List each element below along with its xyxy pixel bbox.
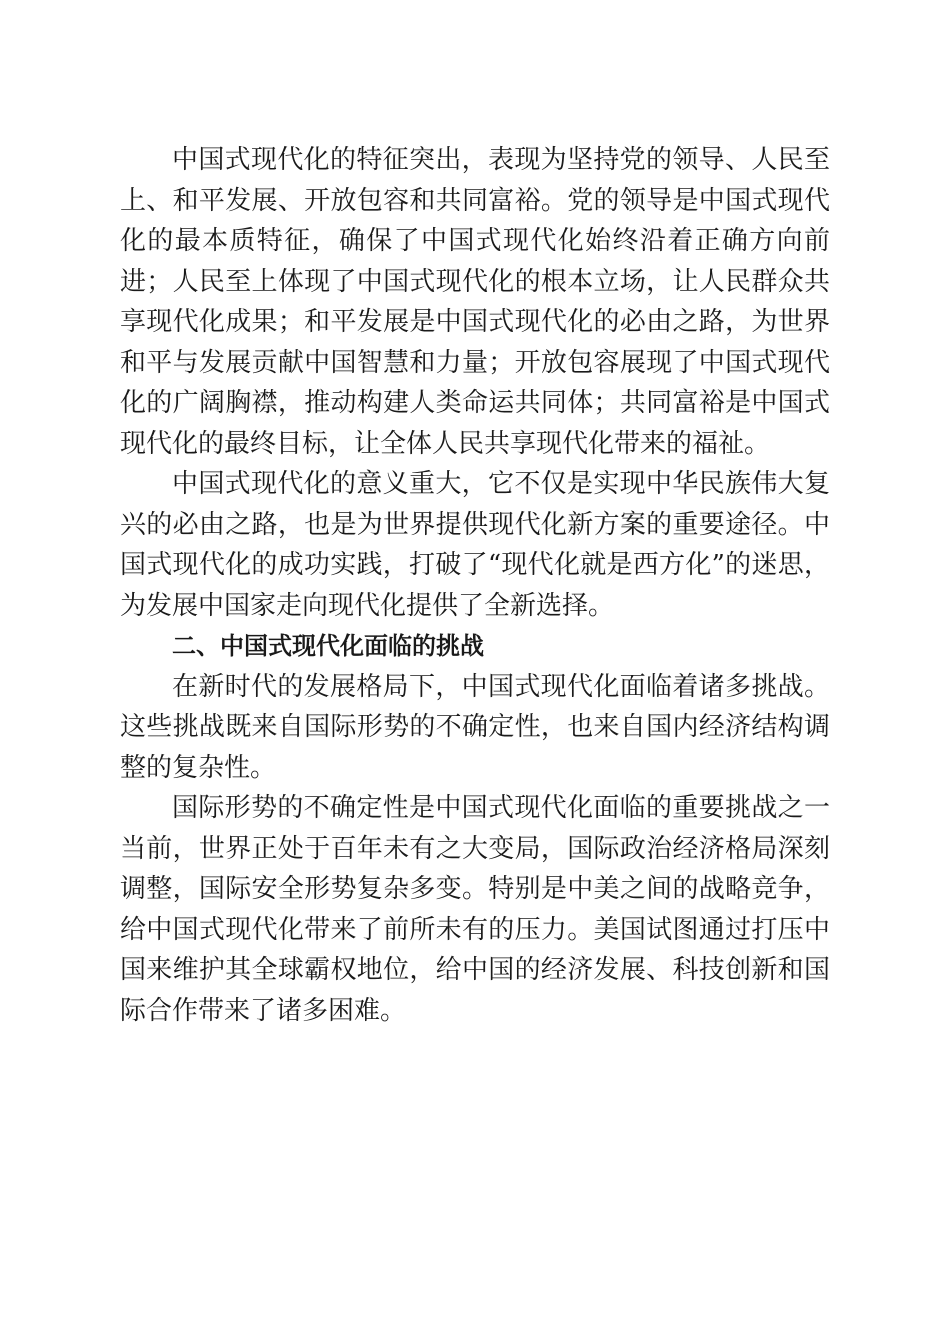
section-heading: 二、中国式现代化面临的挑战 (172, 632, 484, 660)
document-page (120, 140, 830, 1031)
paragraph-challenges-intro: 在新时代的发展格局下，中国式现代化面临着诸多挑战。这些挑战既来自国际形势的不确定性，也来自国内经济结构调整的复杂性。 (120, 671, 830, 783)
paragraph-features: 中国式现代化的特征突出，表现为坚持党的领导、人民至上、和平发展、开放包容和共同富裕。党的领导是中国式现代化的最本质特征，确保了中国式现代化始终沿着正确方向前进；人民至上体现了中国式现代化的根本立场，让人民群众共享现代化成果；和平发展是中国式现代化的必由之路，为世界和平与发展贡献中国智慧和力量；开放包容展现了中国式现代化的广阔胸襟，推动构建人类命运共同体；共同富裕是中国式现代化的最终目标，让全体人民共享现代化带来的福祉。 (120, 145, 830, 459)
paragraph-significance: 中国式现代化的意义重大，它不仅是实现中华民族伟大复兴的必由之路，也是为世界提供现代化新方案的重要途径。中国式现代化的成功实践，打破了“现代化就是西方化”的迷思，为发展中国家走向现代化提供了全新选择。 (120, 469, 830, 621)
paragraph-international-challenge: 国际形势的不确定性是中国式现代化面临的重要挑战之一当前，世界正处于百年未有之大变局，国际政治经济格局深刻调整，国际安全形势复杂多变。特别是中美之间的战略竞争，给中国式现代化带来了前所未有的压力。美国试图通过打压中国来维护其全球霸权地位，给中国的经济发展、科技创新和国际合作带来了诸多困难。 (120, 793, 830, 1026)
